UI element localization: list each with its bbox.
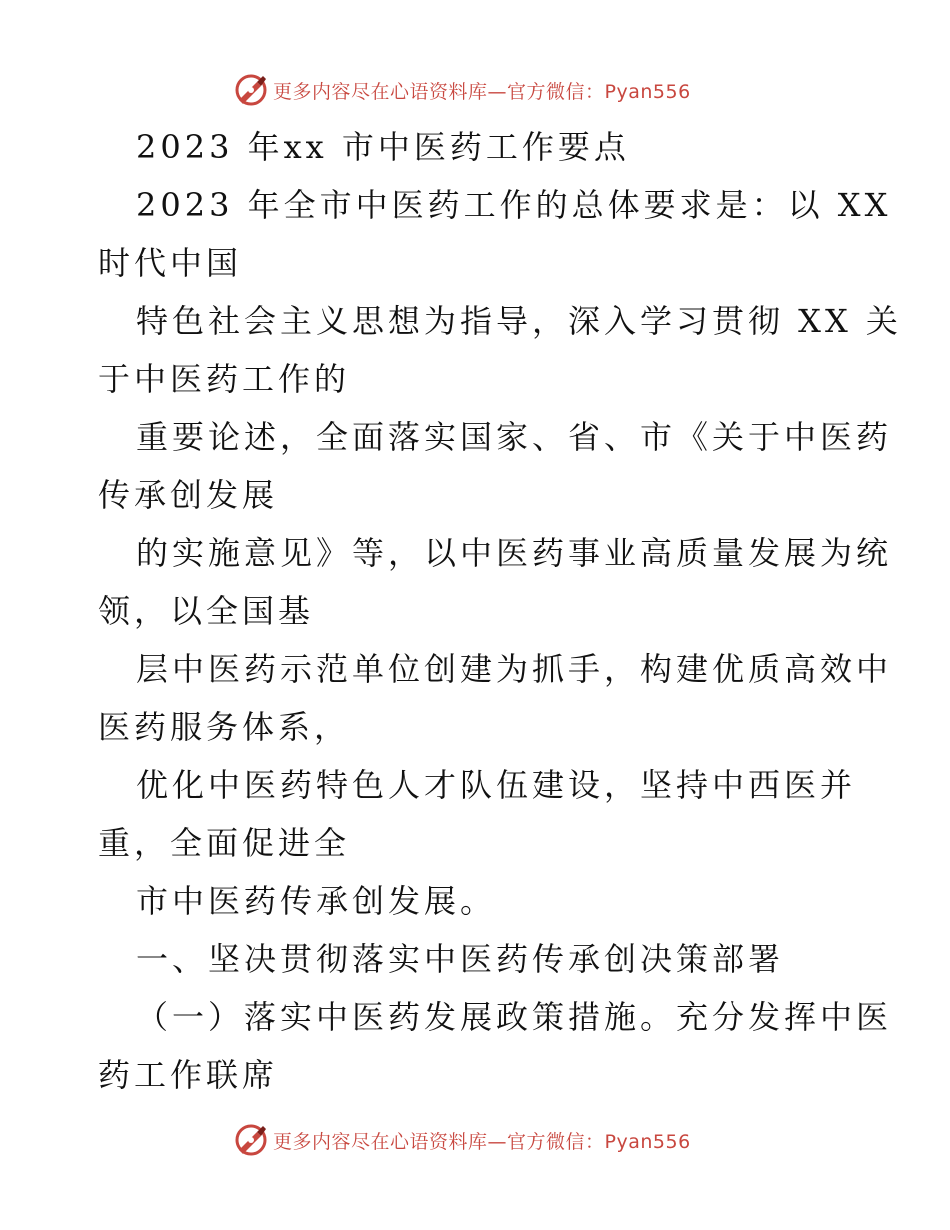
document-body [98, 118, 902, 1104]
section-heading: 一、坚决贯彻落实中医药传承创决策部署 [136, 940, 785, 978]
text-line: 优化中医药特色人才队伍建设，坚持中西医并 [136, 766, 857, 804]
text-line: 药工作联席 [98, 1056, 279, 1094]
text-line: 传承创发展 [98, 476, 279, 514]
banner-text: 更多内容尽在心语资料库—官方微信：Pyan556 [273, 1130, 691, 1153]
document-title: 2023 年xx 市中医药工作要点 [136, 128, 630, 166]
text-line: 特色社会主义思想为指导，深入学习贯彻 XX 关 [136, 302, 902, 340]
text-line: 于中医药工作的 [98, 360, 351, 398]
text-line: 2023 年全市中医药工作的总体要求是：以 XX [136, 186, 892, 224]
text-line: 的实施意见》等，以中医药事业高质量发展为统 [136, 534, 893, 572]
header-banner[interactable] [233, 73, 691, 107]
pen-seal-logo-icon [233, 73, 269, 107]
subsection-heading: （一）落实中医药发展政策措施。充分发挥中医 [136, 998, 893, 1036]
banner-text: 更多内容尽在心语资料库—官方微信：Pyan556 [273, 80, 691, 103]
footer-banner[interactable] [233, 1123, 691, 1157]
text-line: 重要论述，全面落实国家、省、市《关于中医药 [136, 418, 893, 456]
text-line: 重，全面促进全 [98, 824, 351, 862]
pen-seal-logo-icon [233, 1123, 269, 1157]
text-line: 时代中国 [98, 244, 243, 282]
text-line: 层中医药示范单位创建为抓手，构建优质高效中 [136, 650, 893, 688]
text-line: 市中医药传承创发展。 [136, 882, 497, 920]
text-line: 领，以全国基 [98, 592, 315, 630]
text-line: 医药服务体系， [98, 708, 351, 746]
